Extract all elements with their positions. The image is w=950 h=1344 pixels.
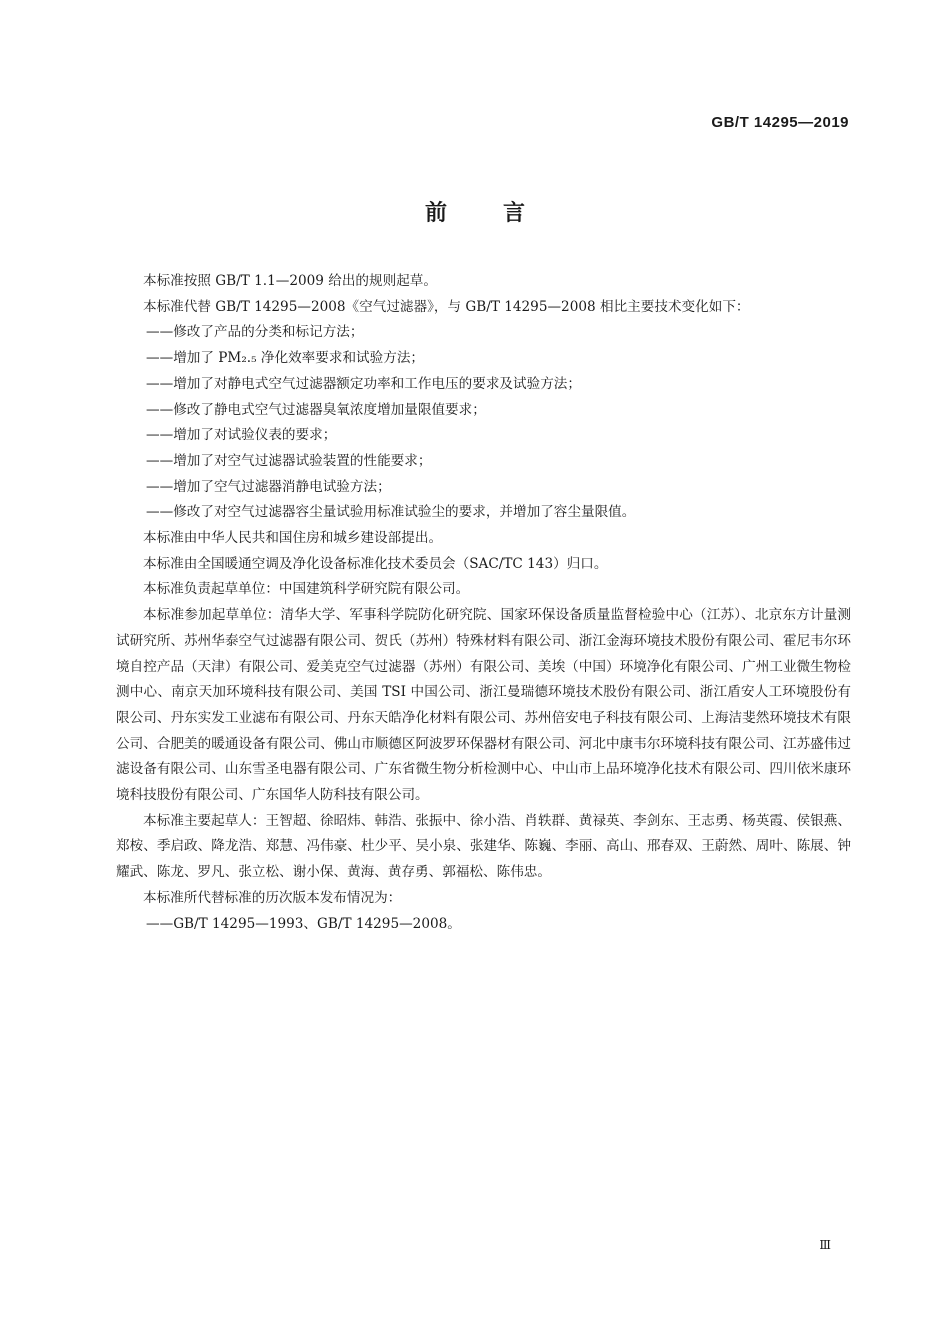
change-item: ——修改了静电式空气过滤器臭氧浓度增加量限值要求； <box>146 401 486 418</box>
change-item: ——增加了对空气过滤器试验装置的性能要求； <box>146 452 432 469</box>
paragraph-participating-units: 本标准参加起草单位：清华大学、军事科学院防化研究院、国家环保设备质量监督检验中心（江苏）、北京东方计量测试研究所、苏州华泰空气过滤器有限公司、贺氏（苏州）特殊材料有限公司、浙江金海环境技术股份有限公司、霍尼韦尔环境自控产品（天津）有限公司、爱美克空气过滤器（苏州）有限公司、美埃（中国）环境净化有限公司、广州工业微生物检测中心、南京天加环境科技有限公司、美国 TSI 中国公司、浙江曼瑞德环境技术股份有限公司、浙江盾安人工环境股份有限公司、丹东实发工业滤布有限公司、丹东天皓净化材料有限公司、苏州倍安电子科技有限公司、上海洁斐然环境技术有限公司、合肥美的暖通设备有限公司、佛山市顺德区阿波罗环保器材有限公司、河北中康韦尔环境科技有限公司、江苏盛伟过滤设备有限公司、山东雪圣电器有限公司、广东省微生物分析检测中心、中山市上品环境净化技术有限公司、四川依米康环境科技股份有限公司、广东国华人防科技有限公司。 <box>116 607 851 804</box>
page-title: 前言 <box>424 201 581 226</box>
page-number: Ⅲ <box>819 1238 831 1252</box>
change-item: ——修改了对空气过滤器容尘量试验用标准试验尘的要求，并增加了容尘量限值。 <box>146 504 636 521</box>
change-item: ——修改了产品的分类和标记方法； <box>146 324 364 341</box>
standard-code: GB/T 14295—2019 <box>711 114 849 131</box>
change-item: ——增加了对静电式空气过滤器额定功率和工作电压的要求及试验方法； <box>146 375 581 392</box>
paragraph-centralized-by: 本标准由全国暖通空调及净化设备标准化技术委员会（SAC/TC 143）归口。 <box>143 555 608 572</box>
paragraph-drafting-unit: 本标准负责起草单位：中国建筑科学研究院有限公司。 <box>143 581 470 598</box>
change-item: ——增加了对试验仪表的要求； <box>146 427 337 444</box>
change-item: ——增加了 PM₂.₅ 净化效率要求和试验方法； <box>146 350 425 367</box>
paragraph-drafting-rules: 本标准按照 GB/T 1.1—2009 给出的规则起草。 <box>143 273 437 289</box>
body-content <box>116 269 851 937</box>
change-item: ——增加了空气过滤器消静电试验方法； <box>146 478 391 495</box>
paragraph-history-intro: 本标准所代替标准的历次版本发布情况为： <box>143 889 402 906</box>
history-item: ——GB/T 14295—1993、GB/T 14295—2008。 <box>146 915 461 932</box>
paragraph-drafters: 本标准主要起草人：王智超、徐昭炜、韩浩、张振中、徐小浩、肖轶群、黄禄英、李剑东、王志勇、杨英霞、侯银燕、郑桉、季启政、降龙浩、郑慧、冯伟豪、杜少平、吴小泉、张建华、陈巍、李丽、高山、邢春双、王蔚然、周叶、陈展、钟耀武、陈龙、罗凡、张立松、谢小保、黄海、黄存勇、郭福松、陈伟忠。 <box>116 812 851 881</box>
paragraph-replaces: 本标准代替 GB/T 14295—2008《空气过滤器》，与 GB/T 14295—2008 相比主要技术变化如下： <box>143 298 750 315</box>
paragraph-proposed-by: 本标准由中华人民共和国住房和城乡建设部提出。 <box>143 530 443 547</box>
